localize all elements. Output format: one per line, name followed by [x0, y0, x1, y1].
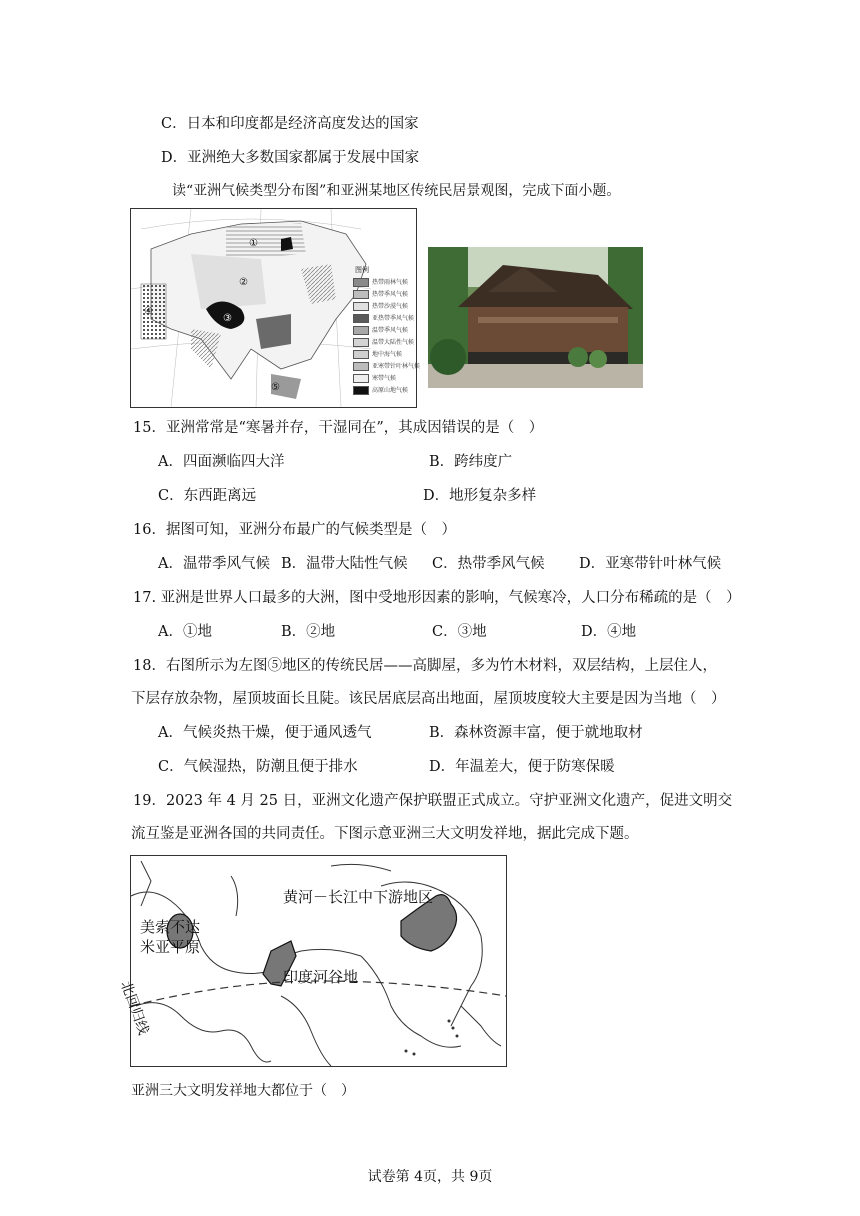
mesopotamia-label-line2: 米亚平原 — [140, 938, 201, 956]
legend-item: 热带沙漠气候 — [353, 301, 408, 311]
q18-option-c[interactable]: C．气候湿热，防潮且便于排水 — [158, 759, 358, 775]
asia-civilization-map — [117, 855, 507, 1067]
q15-option-c[interactable]: C．东西距离远 — [158, 488, 257, 504]
legend-item: 亚寒带针叶林气候 — [353, 361, 420, 371]
q15-option-d[interactable]: D．地形复杂多样 — [423, 488, 537, 504]
q18-option-a[interactable]: A．气候炎热干燥，便于通风透气 — [158, 725, 372, 741]
legend-item: 温带季风气候 — [353, 325, 408, 335]
climate-legend — [353, 265, 421, 405]
q15-option-b[interactable]: B．跨纬度广 — [429, 454, 513, 470]
prev-option-d: D．亚洲绝大多数国家都属于发展中国家 — [161, 150, 420, 166]
map-marker-3: ③ — [223, 313, 232, 324]
page-footer: 试卷第 4页，共 9页 — [367, 1169, 493, 1185]
prev-option-c: C．日本和印度都是经济高度发达的国家 — [161, 116, 419, 132]
q19-stem-line1: 19．2023 年 4 月 25 日，亚洲文化遗产保护联盟正式成立。守护亚洲文化遗产，促进文明交 — [133, 793, 733, 809]
q16-option-c[interactable]: C．热带季风气候 — [432, 556, 545, 572]
legend-item: 温带大陆性气候 — [353, 337, 414, 347]
tropic-label: 北回归线 — [117, 979, 152, 1038]
q18-stem-line1: 18．右图所示为左图⑤地区的传统民居——高脚屋，多为竹木材料，双层结构，上层住人， — [133, 658, 717, 674]
legend-item: 热带季风气候 — [353, 289, 408, 299]
q16-stem: 16．据图可知，亚洲分布最广的气候类型是（ ） — [133, 522, 456, 538]
q17-option-c[interactable]: C．③地 — [432, 624, 487, 640]
q17-option-b[interactable]: B．②地 — [281, 624, 336, 640]
q15-stem: 15．亚洲常常是“寒暑并存，干湿同在”，其成因错误的是（ ） — [133, 420, 544, 436]
q16-option-b[interactable]: B．温带大陆性气候 — [281, 556, 408, 572]
legend-title: 图例 — [355, 266, 369, 274]
intro-text: 读“亚洲气候类型分布图”和亚洲某地区传统民居景观图，完成下面小题。 — [172, 183, 621, 199]
legend-item: 高原山地气候 — [353, 385, 408, 395]
map-marker-4: ④ — [144, 306, 153, 317]
q15-option-a[interactable]: A．四面濒临四大洋 — [158, 454, 285, 470]
map-marker-2: ② — [239, 277, 248, 288]
q18-stem-line2: 下层存放杂物，屋顶坡面长且陡。该民居底层高出地面，屋顶坡度较大主要是因为当地（ ） — [131, 691, 726, 707]
legend-item: 亚热带季风气候 — [353, 313, 414, 323]
legend-item: 寒带气候 — [353, 373, 396, 383]
stilt-house-graphic — [428, 247, 643, 388]
q16-option-a[interactable]: A．温带季风气候 — [158, 556, 270, 572]
legend-item: 地中海气候 — [353, 349, 402, 359]
q17-stem: 17. 亚洲是世界人口最多的大洲，图中受地形因素的影响，气候寒冷，人口分布稀疏的是（ ） — [133, 590, 741, 606]
q17-option-d[interactable]: D．④地 — [581, 624, 637, 640]
indus-label: 印度河谷地 — [283, 968, 359, 986]
map-marker-1: ① — [249, 238, 258, 249]
q19-stem-line2: 流互鉴是亚洲各国的共同责任。下图示意亚洲三大文明发祥地，据此完成下题。 — [131, 826, 639, 842]
q18-option-d[interactable]: D．年温差大，便于防寒保暖 — [429, 759, 615, 775]
q17-option-a[interactable]: A．①地 — [158, 624, 212, 640]
mesopotamia-label-line1: 美索不达 — [140, 918, 201, 936]
legend-item: 热带雨林气候 — [353, 277, 408, 287]
asia-climate-map — [130, 208, 421, 408]
stilt-house-photo — [428, 247, 643, 388]
q16-option-d[interactable]: D．亚寒带针叶林气候 — [579, 556, 722, 572]
q19-sub-question: 亚洲三大文明发祥地大都位于（ ） — [131, 1083, 355, 1099]
map-marker-5: ⑤ — [271, 382, 280, 393]
q18-option-b[interactable]: B．森林资源丰富，便于就地取材 — [429, 725, 643, 741]
yellow-river-label: 黄河－长江中下游地区 — [283, 888, 434, 906]
